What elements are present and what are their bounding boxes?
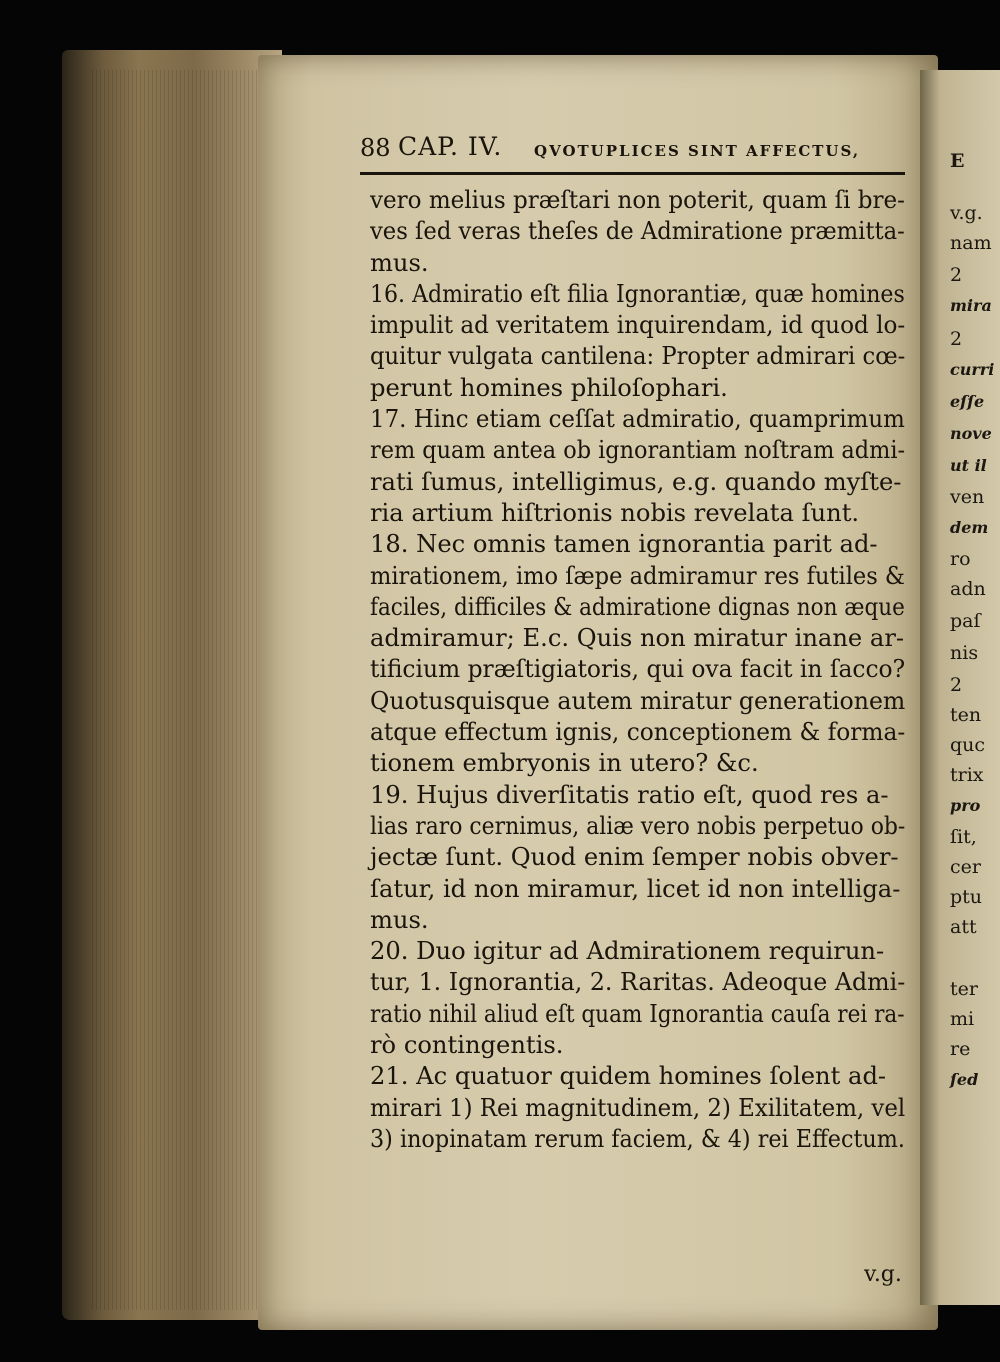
facing-text: ro [950, 548, 971, 570]
facing-text: E [950, 150, 965, 172]
text-line: 3) inopinatam rerum faciem, & 4) rei Effectum. [370, 1124, 905, 1153]
facing-text: dem [950, 518, 989, 537]
text-line: ria artium hiſtrionis nobis revelata ſunt. [370, 498, 860, 527]
text-line: 21. Ac quatuor quidem homines ſolent ad- [370, 1062, 887, 1091]
facing-text: 2 [950, 328, 963, 350]
facing-text: ut il [950, 456, 987, 475]
facing-text: 2 [950, 674, 963, 696]
facing-text: ten [950, 704, 982, 726]
facing-text: ptu [950, 886, 983, 908]
text-line: mirari 1) Rei magnitudinem, 2) Exilitatem, vel [370, 1093, 906, 1122]
facing-text: re [950, 1038, 971, 1060]
text-line: 16. Admiratio eſt filia Ignorantiæ, quæ homines [370, 279, 905, 308]
facing-text: nove [950, 424, 992, 443]
facing-text: v.g. [950, 202, 983, 224]
text-line: ſatur, id non miramur, licet id non intelliga- [370, 874, 901, 903]
book-fore-edge [62, 50, 282, 1320]
facing-text: cer [950, 856, 981, 878]
facing-text: nam [950, 232, 992, 254]
text-line: atque effectum ignis, conceptionem & forma- [370, 718, 906, 747]
text-line: admiramur; E.c. Quis non miratur inane ar- [370, 624, 905, 653]
facing-text: ter [950, 978, 978, 1000]
facing-text: trix [950, 764, 984, 786]
book-page-right-fragment [920, 70, 1000, 1305]
facing-text: ven [950, 486, 985, 508]
facing-text: quc [950, 734, 986, 756]
body-text [370, 185, 910, 1155]
running-title: QVOTUPLICES SINT AFFECTUS, [534, 142, 861, 160]
text-line: tur, 1. Ignorantia, 2. Raritas. Adeoque Admi- [370, 968, 906, 997]
text-line: jectæ ſunt. Quod enim ſemper nobis obver- [370, 843, 899, 872]
text-line: quitur vulgata cantilena: Propter admirari cœ- [370, 342, 906, 371]
facing-text: att [950, 916, 977, 938]
facing-text: adn [950, 578, 986, 600]
facing-text: mi [950, 1008, 975, 1030]
header-rule [360, 172, 905, 175]
facing-text: eſſe [950, 392, 985, 411]
text-line: mirationem, imo ſæpe admiramur res futiles & [370, 561, 905, 590]
text-line: vero melius præſtari non poterit, quam ſi bre- [370, 186, 905, 214]
text-line: mus. [370, 905, 429, 934]
text-line: tionem embryonis in utero? &c. [370, 749, 759, 778]
facing-text: paſ [950, 610, 981, 632]
running-header [360, 130, 905, 178]
text-line: Quotusquisque autem miratur generationem [370, 686, 906, 715]
facing-text: curri [950, 360, 995, 379]
text-line: tificium præſtigiatoris, qui ova facit in ſacco? [370, 655, 906, 684]
facing-text: mira [950, 296, 992, 315]
text-line: rò contingentis. [370, 1031, 564, 1060]
text-line: mus. [370, 248, 429, 277]
page-number: 88 [360, 134, 391, 162]
text-line: ves ſed veras theſes de Admiratione præmitta- [370, 217, 905, 246]
text-line: perunt homines philoſophari. [370, 373, 728, 402]
text-line: faciles, difficiles & admiratione dignas non æque [370, 592, 905, 621]
text-line: rem quam antea ob ignorantiam noſtram admi- [370, 436, 906, 465]
text-line: ratio nihil aliud eſt quam Ignorantia cauſa rei ra- [370, 999, 905, 1028]
text-line: 19. Hujus diverſitatis ratio eſt, quod res a- [370, 780, 889, 809]
facing-text: ſed [950, 1070, 979, 1089]
facing-text: 2 [950, 264, 963, 286]
text-line: 20. Duo igitur ad Admirationem requirun- [370, 937, 885, 966]
facing-text: ſit, [950, 826, 977, 848]
text-line: impulit ad veritatem inquirendam, id quod lo- [370, 311, 906, 340]
facing-text: pro [950, 796, 981, 815]
text-line: 17. Hinc etiam ceſſat admiratio, quamprimum [370, 405, 905, 434]
text-line: lias raro cernimus, aliæ vero nobis perpetuo ob- [370, 811, 906, 840]
chapter-label: CAP. IV. [398, 132, 503, 161]
facing-text: nis [950, 642, 979, 664]
catchword: v.g. [864, 1262, 902, 1287]
text-line: 18. Nec omnis tamen ignorantia parit ad- [370, 530, 878, 559]
text-line: rati ſumus, intelligimus, e.g. quando myſte- [370, 467, 902, 496]
